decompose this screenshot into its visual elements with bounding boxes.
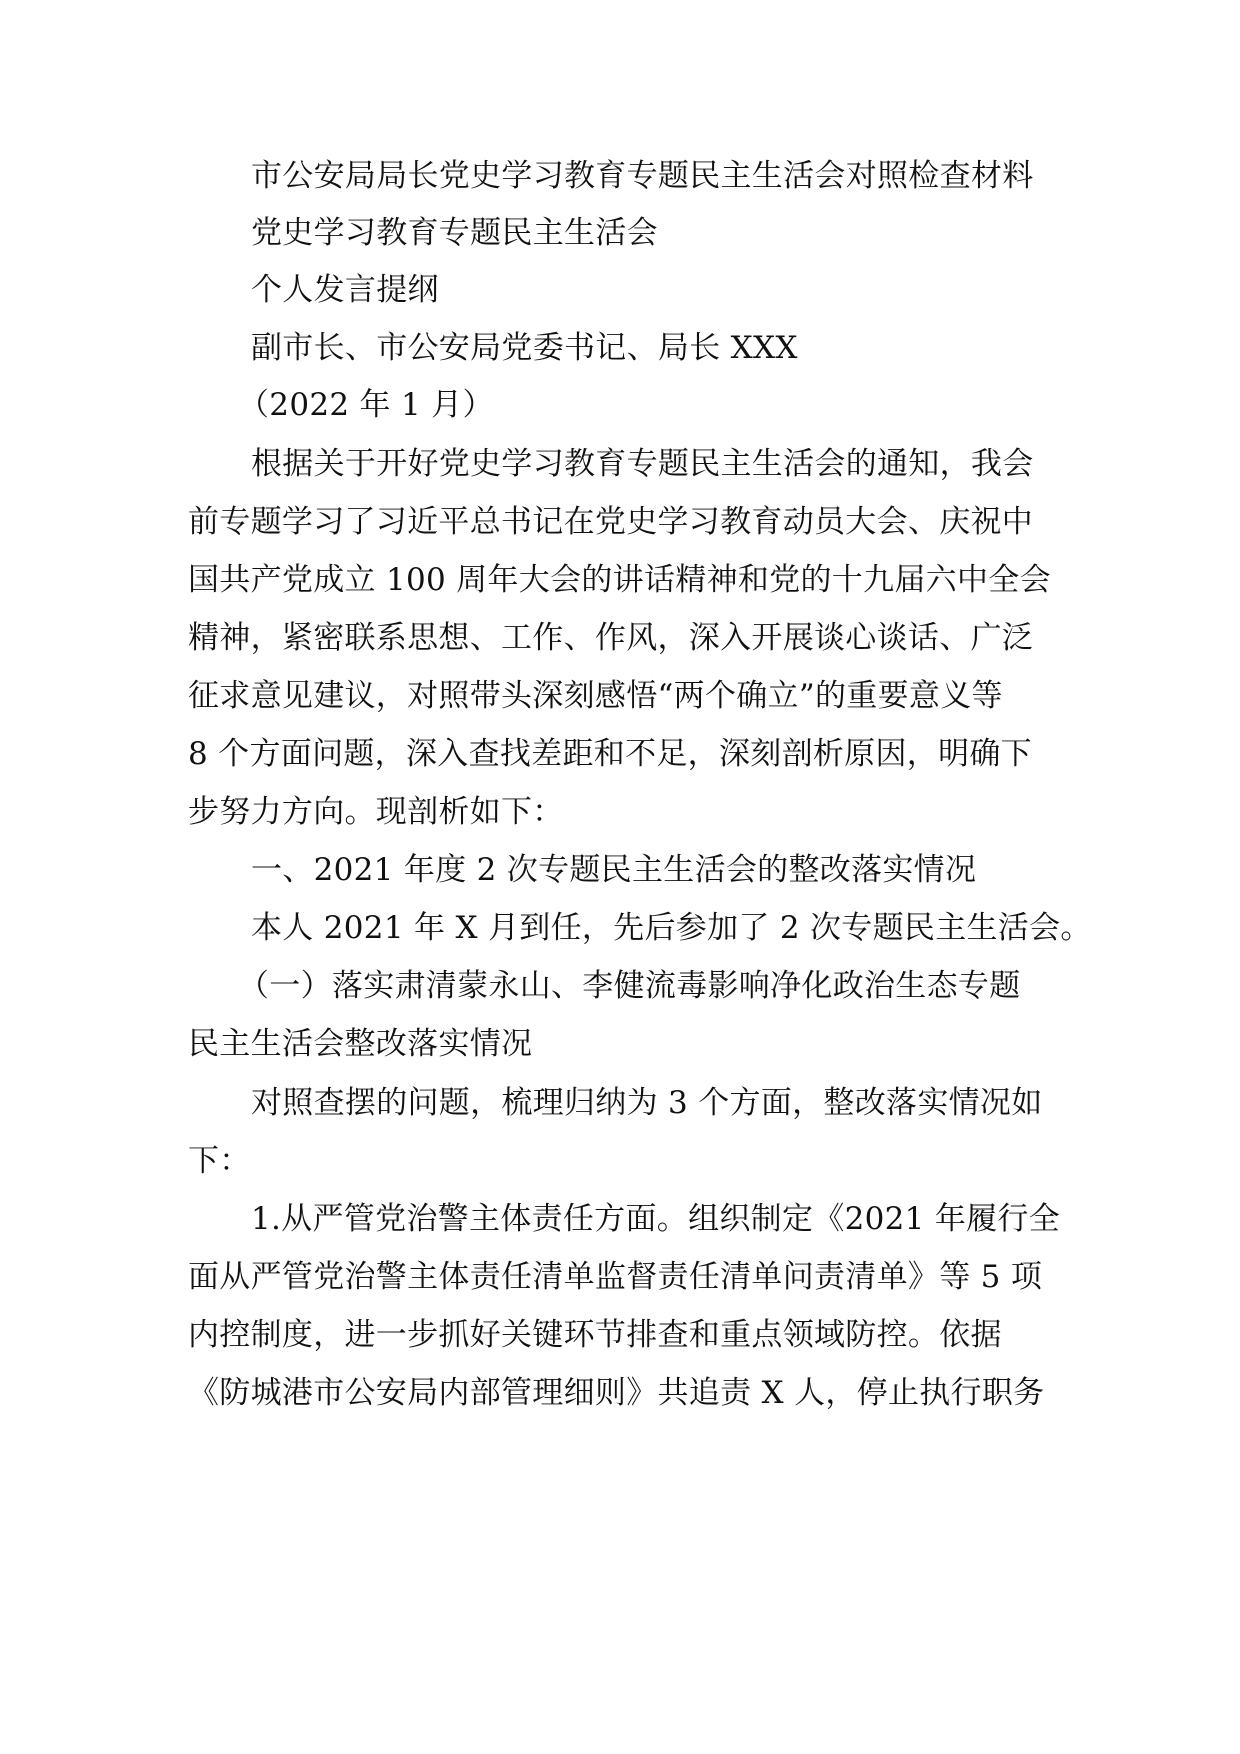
subsection-heading-cont: 民主生活会整改落实情况 [188, 1026, 533, 1062]
document-subtitle-2: 个人发言提纲 [251, 272, 439, 308]
paragraph-line: 国共产党成立 100 周年大会的讲话精神和党的十九届六中全会 [188, 562, 1051, 598]
document-title: 市公安局局长党史学习教育专题民主生活会对照检查材料 [251, 158, 1034, 194]
section-heading: 一、2021 年度 2 次专题民主生活会的整改落实情况 [251, 852, 977, 888]
paragraph-line: 对照查摆的问题，梳理归纳为 3 个方面，整改落实情况如 [251, 1085, 1043, 1121]
subsection-heading: （一）落实肃清蒙永山、李健流毒影响净化政治生态专题 [238, 968, 1021, 1004]
paragraph-line: 征求意见建议，对照带头深刻感悟“两个确立”的重要意义等 [188, 678, 1003, 714]
paragraph-line: 前专题学习了习近平总书记在党史学习教育动员大会、庆祝中 [188, 504, 1034, 540]
paragraph-line: 面从严管党治警主体责任清单监督责任清单问责清单》等 5 项 [188, 1259, 1043, 1295]
date-line: （2022 年 1 月） [238, 387, 494, 423]
paragraph-line: 《防城港市公安局内部管理细则》共追责 X 人，停止执行职务 [188, 1375, 1045, 1411]
paragraph-line: 下： [188, 1143, 251, 1179]
paragraph-line: 1.从严管党治警主体责任方面。组织制定《2021 年履行全 [251, 1201, 1061, 1237]
paragraph-line: 本人 2021 年 X 月到任，先后参加了 2 次专题民主生活会。 [251, 910, 1092, 946]
document-subtitle: 党史学习教育专题民主生活会 [251, 215, 658, 251]
paragraph-line: 精神，紧密联系思想、工作、作风，深入开展谈心谈话、广泛 [188, 620, 1034, 656]
paragraph-line: 8 个方面问题，深入查找差距和不足，深刻剖析原因，明确下 [188, 736, 1032, 772]
speaker-line: 副市长、市公安局党委书记、局长 XXX [251, 330, 798, 366]
paragraph-line: 根据关于开好党史学习教育专题民主生活会的通知，我会 [251, 446, 1034, 482]
paragraph-line: 步努力方向。现剖析如下： [188, 794, 564, 830]
paragraph-line: 内控制度，进一步抓好关键环节排查和重点领域防控。依据 [188, 1317, 1002, 1353]
